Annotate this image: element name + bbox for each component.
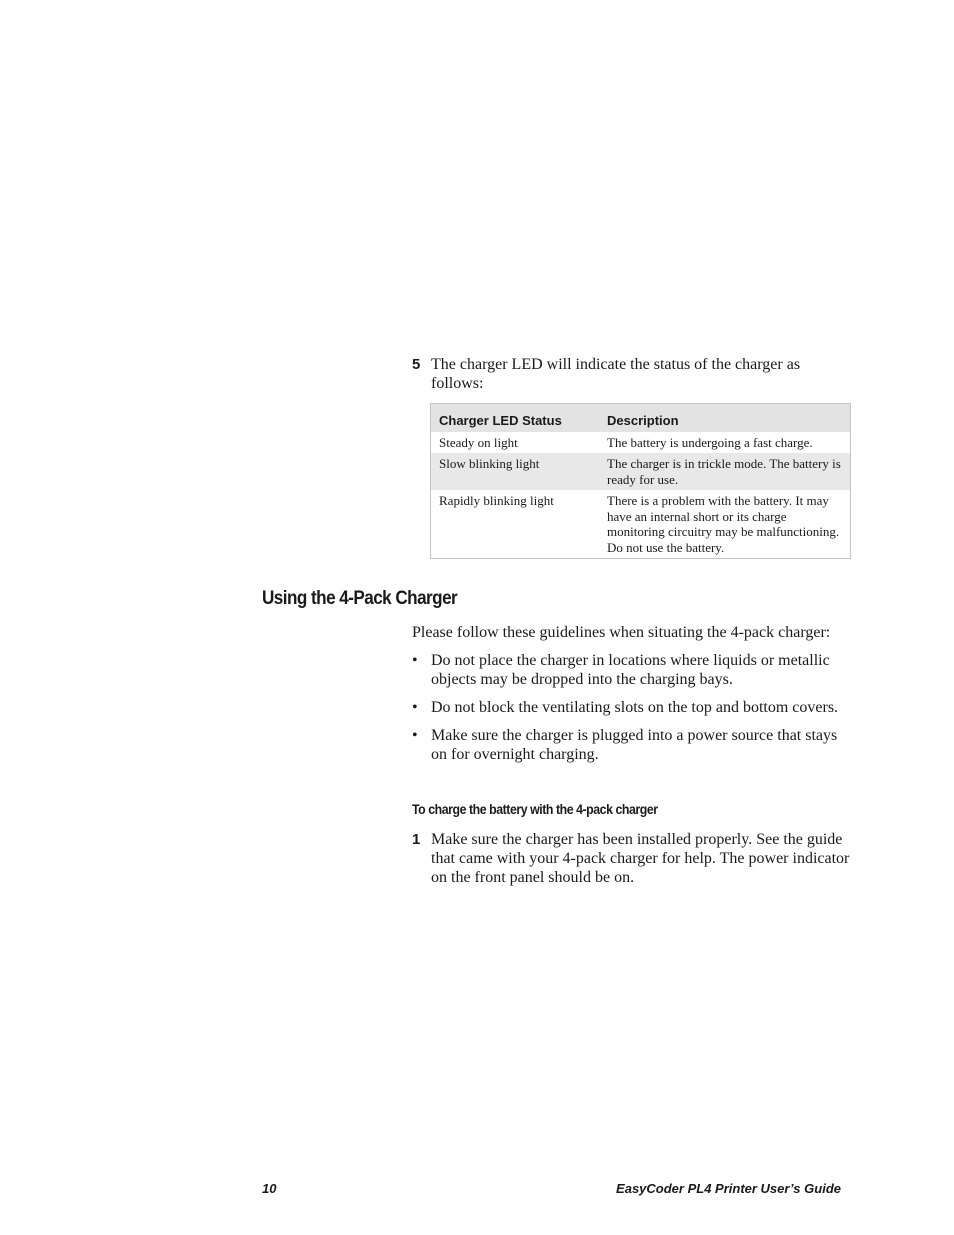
bullet-icon: • <box>412 699 418 716</box>
description-cell: The charger is in trickle mode. The battery is ready for use. <box>599 453 851 490</box>
status-cell: Steady on light <box>439 434 518 450</box>
footer-guide-title: EasyCoder PL4 Printer User’s Guide <box>616 1181 841 1196</box>
procedure-heading: To charge the battery with the 4-pack charger <box>412 801 658 817</box>
table-row <box>431 490 851 559</box>
status-cell: Rapidly blinking light <box>439 493 554 508</box>
status-cell: Slow blinking light <box>431 453 600 490</box>
step-1 <box>412 830 852 887</box>
step-text: Make sure the charger has been installed properly. See the guide that came with your 4-pack charger for help. The power indicator on the front panel should be on. <box>431 831 850 886</box>
step-text: The charger LED will indicate the status of the charger as follows: <box>431 356 801 392</box>
list-item <box>412 726 852 764</box>
column-header-description: Description <box>599 404 851 432</box>
table-row <box>431 453 851 490</box>
page-number: 10 <box>262 1181 277 1196</box>
charger-led-status-table <box>430 403 851 559</box>
step-number: 1 <box>412 831 421 848</box>
list-item-text: Make sure the charger is plugged into a power source that stays on for overnight charging. <box>431 727 838 763</box>
section-heading: Using the 4-Pack Charger <box>262 588 458 609</box>
step-5 <box>412 355 852 393</box>
column-header-status: Charger LED Status <box>431 404 600 432</box>
description-cell: The battery is undergoing a fast charge. <box>607 434 813 450</box>
list-item <box>412 698 852 717</box>
list-item-text: Do not block the ventilating slots on the top and bottom covers. <box>431 699 839 716</box>
list-item-text: Do not place the charger in locations where liquids or metallic objects may be dropped into the charging bays. <box>431 652 830 688</box>
bullet-icon: • <box>412 652 418 669</box>
bullet-icon: • <box>412 727 418 744</box>
table-header-row <box>431 404 851 432</box>
description-cell: There is a problem with the battery. It may have an internal short or its charge monitoring circuitry may be malfunctioning. Do not use the battery. <box>607 493 840 555</box>
guidelines-list <box>412 651 852 773</box>
table-row <box>431 432 851 454</box>
list-item <box>412 651 852 689</box>
section-intro: Please follow these guidelines when situating the 4-pack charger: <box>412 624 831 641</box>
step-number: 5 <box>412 356 421 373</box>
